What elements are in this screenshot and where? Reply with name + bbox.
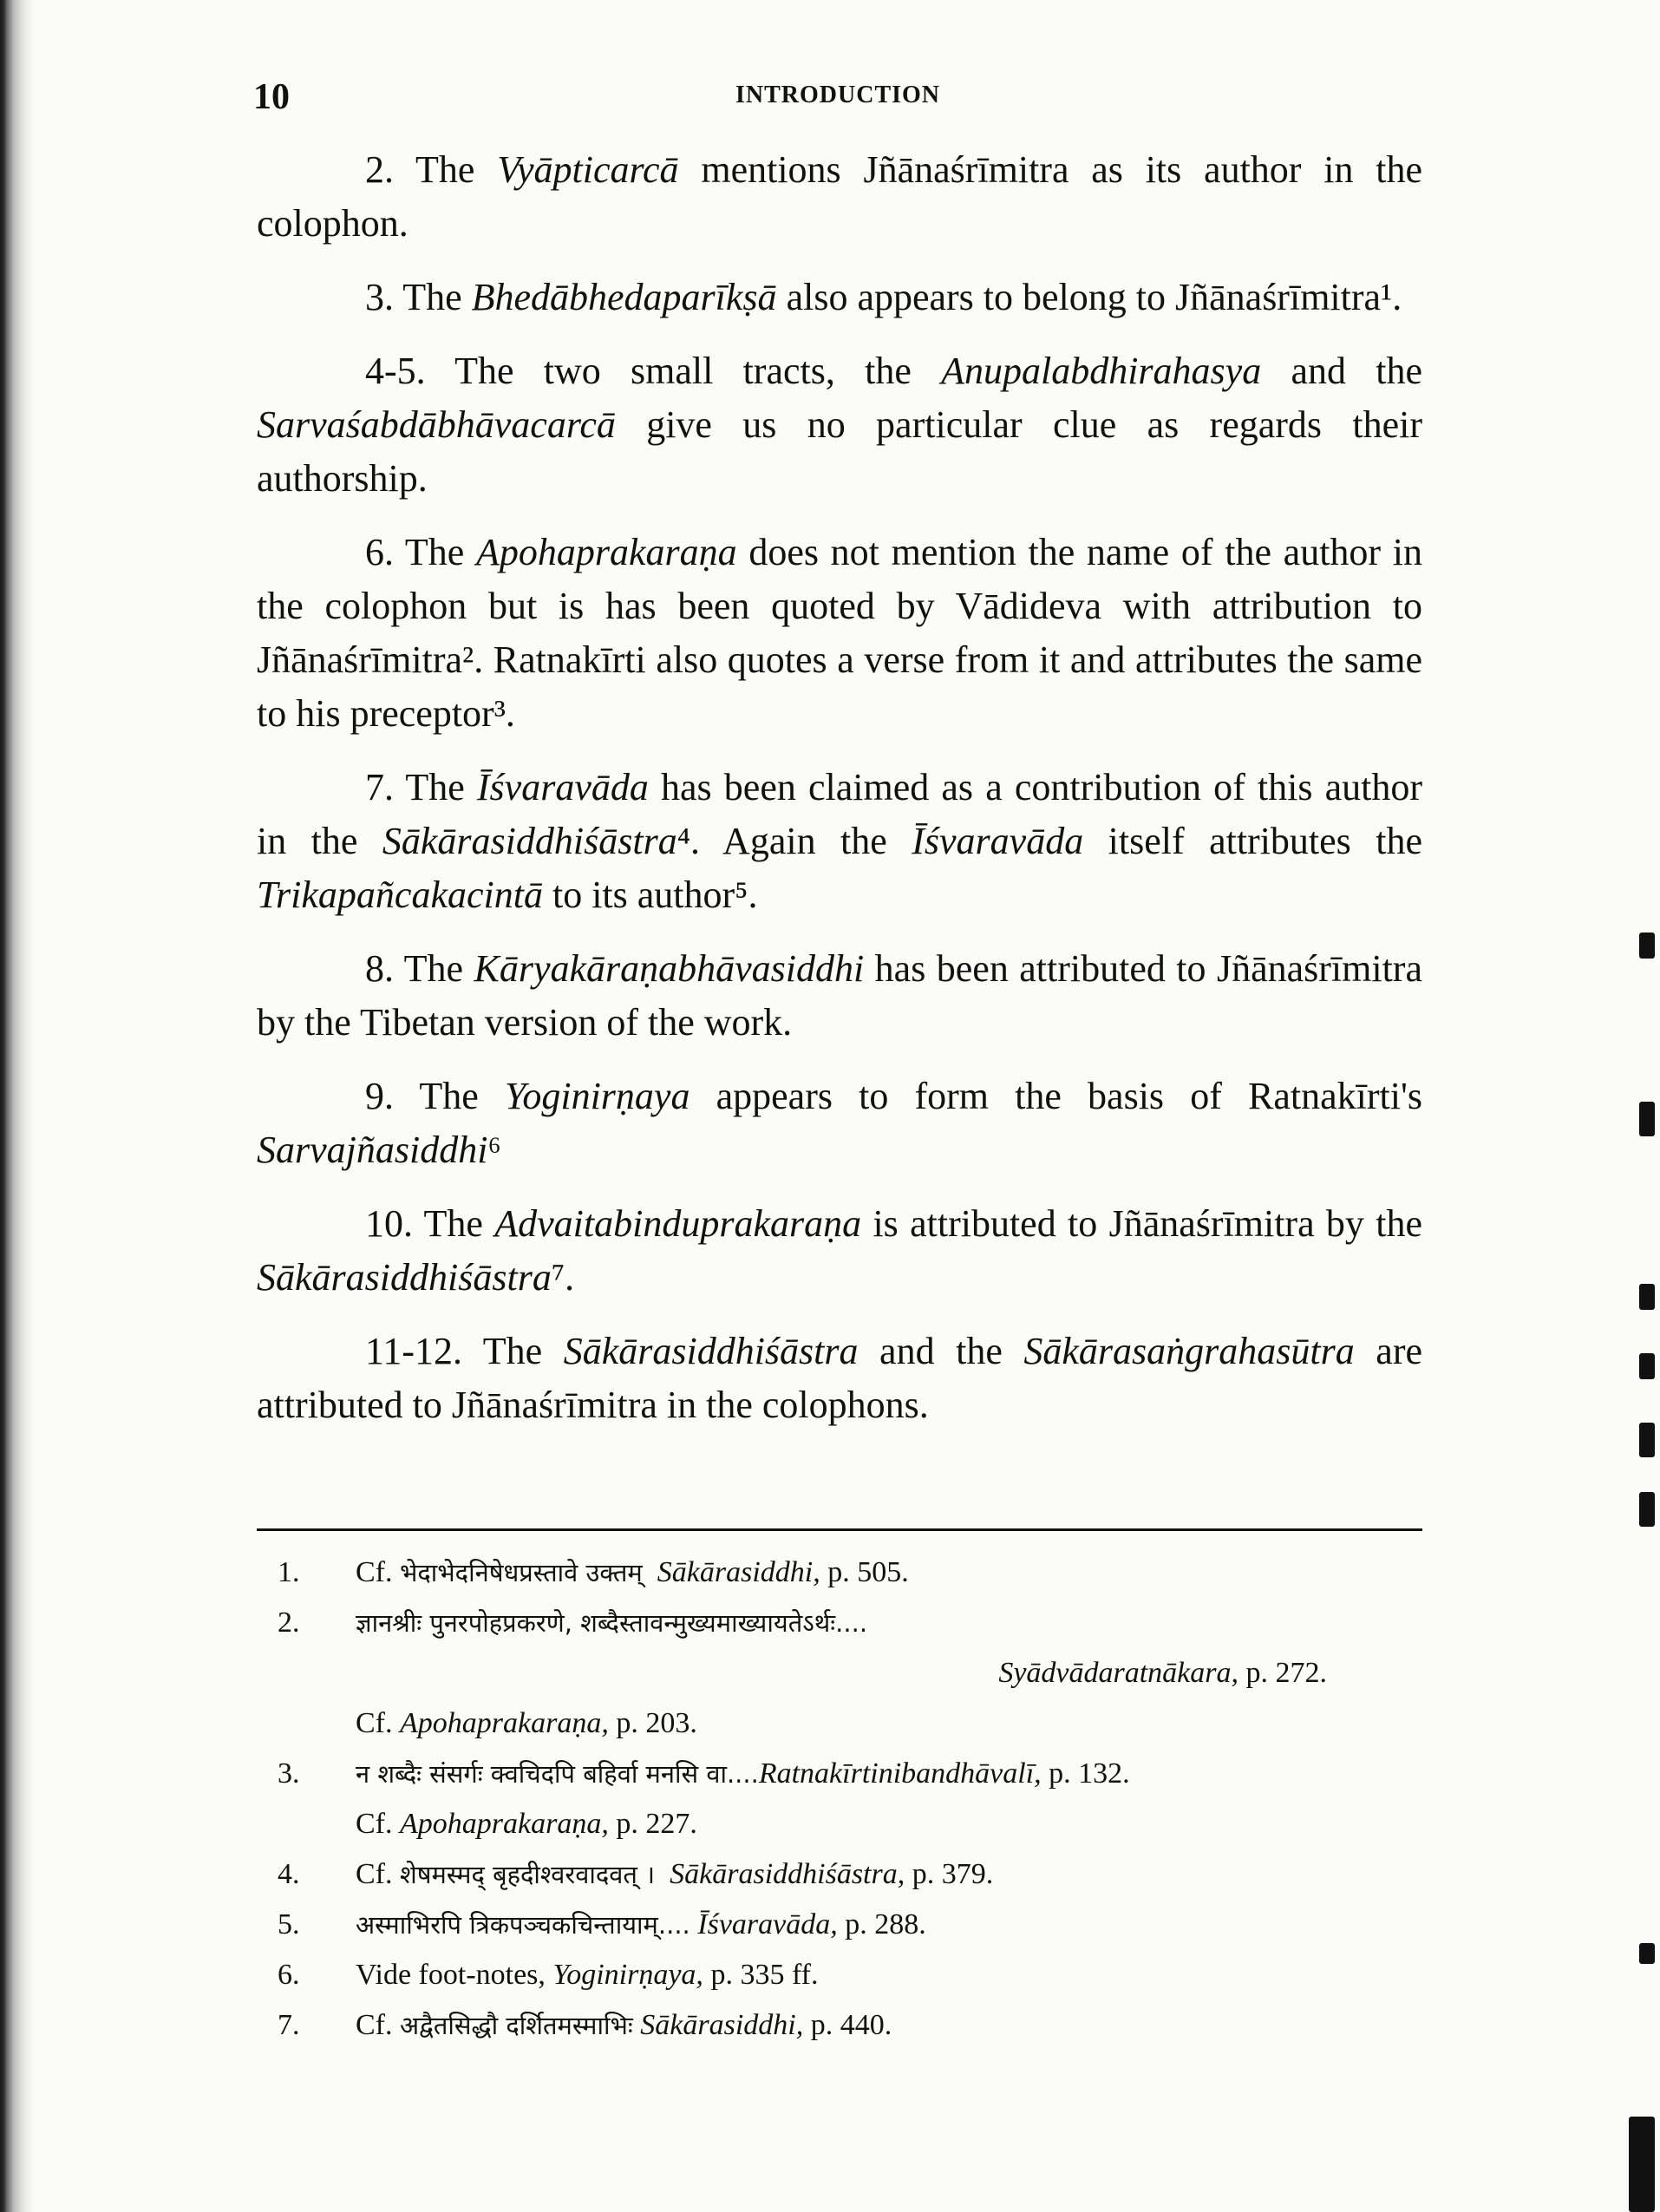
scan-shadow-left [0,0,35,2212]
running-head: INTRODUCTION [735,82,941,108]
page-number: 10 [253,77,290,117]
paragraph-4-5: 4-5. The two small tracts, the Anupalabdhirahasya and the Sarvaśabdābhāvacarcā give us no particular clue as regards their authorship. [257,350,1422,500]
paragraph-7: 7. The Īśvaravāda has been claimed as a contribution of this author in the Sākārasiddhiśāstra⁴. Again the Īśvaravāda itself attributes the Trikapañcakacintā to its author⁵. [257,766,1422,916]
footnote-rule [257,1528,1422,1531]
edge-mark [1639,1353,1655,1379]
footnote-3-cf: Cf. Apohaprakaraṇa, p. 227. [356,1808,697,1840]
edge-mark [1639,1492,1655,1527]
paragraph-10: 10. The Advaitabinduprakaraṇa is attributed to Jñānaśrīmitra by the Sākārasiddhiśāstra⁷. [257,1202,1422,1299]
paragraph-6: 6. The Apohaprakaraṇa does not mention the name of the author in the colophon but is has been quoted by Vādideva with attribution to Jñānaśrīmitra². Ratnakīrti also quotes a verse from it and attributes the same to his preceptor³. [257,531,1422,735]
body-text [257,143,1422,1452]
edge-mark [1639,1943,1655,1964]
footnote-2-source: Syādvādaratnākara, p. 272. [998,1657,1327,1689]
paragraph-8: 8. The Kāryakāraṇabhāvasiddhi has been attributed to Jñānaśrīmitra by the Tibetan version of the work. [257,947,1422,1044]
footnote-3: 3. न शब्दैः संसर्गः क्वचिदपि बहिर्वा मनसि वा....Ratnakīrtinibandhāvalī, p. 132. [278,1757,1130,1790]
edge-mark [1639,1423,1655,1457]
footnote-4: 4. Cf. शेषमस्मद् बृहदीश्वरवादवत् । Sākārasiddhiśāstra, p. 379. [278,1858,994,1890]
page-header [253,76,1422,120]
footnote-1: 1. Cf. भेदाभेदनिषेधप्रस्तावे उक्तम् Sākārasiddhi, p. 505. [278,1556,909,1588]
footnote-5: 5. अस्माभिरपि त्रिकपञ्चकचिन्तायाम्.... Īśvaravāda, p. 288. [278,1908,926,1940]
edge-mark [1639,1284,1655,1310]
paragraph-11-12: 11-12. The Sākārasiddhiśāstra and the Sākārasaṅgrahasūtra are attributed to Jñānaśrīmitra in the colophons. [257,1330,1422,1426]
paragraph-2: 2. The Vyāpticarcā mentions Jñānaśrīmitra as its author in the colophon. [257,148,1422,245]
footnote-7: 7. Cf. अद्वैतसिद्धौ दर्शितमस्माभिः Sākārasiddhi, p. 440. [278,2009,892,2041]
edge-mark [1639,1102,1655,1136]
paragraph-3: 3. The Bhedābhedaparīkṣā also appears to belong to Jñānaśrīmitra¹. [365,276,1402,318]
paragraph-9: 9. The Yoginirṇaya appears to form the basis of Ratnakīrti's Sarvajñasiddhi⁶ [257,1075,1423,1171]
scan-shadow-right [1625,0,1660,2212]
edge-mark [1639,933,1655,959]
footnote-2-cf: Cf. Apohaprakaraṇa, p. 203. [356,1707,697,1739]
footnote-2: 2. ज्ञानश्रीः पुनरपोहप्रकरणे, शब्दैस्तावन्मुख्यमाख्यायतेऽर्थः.... [278,1607,868,1639]
footnote-6: 6. Vide foot-notes, Yoginirṇaya, p. 335 ff. [278,1959,819,1991]
footnotes [278,1548,1405,2051]
edge-mark [1629,2117,1655,2212]
